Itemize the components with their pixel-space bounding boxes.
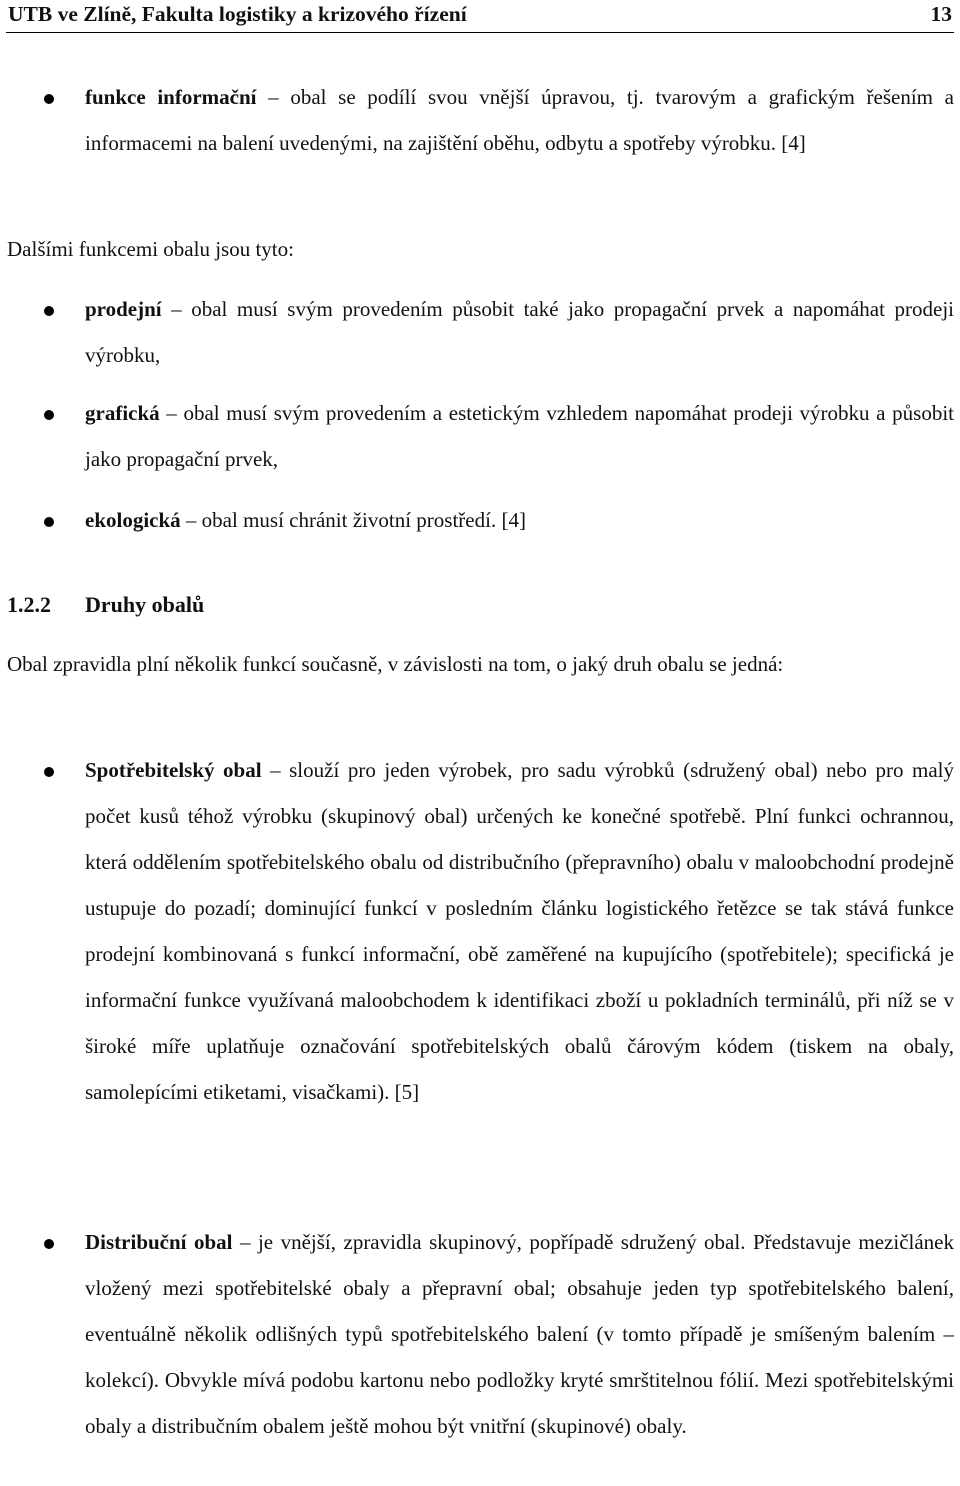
intro-paragraph: Dalšími funkcemi obalu jsou tyto: — [7, 237, 294, 261]
list-item-body: – obal se podílí svou vnější úpravou, tj. tvarovým a grafickým řešením a informacemi na balení uvedenými, na zajištění oběhu, odbytu a spotřeby výrobku. [4] — [85, 85, 954, 155]
bullet-icon — [44, 767, 54, 777]
list-item-term: prodejní — [85, 297, 162, 321]
list-item-term: grafická — [85, 401, 160, 425]
list-item-body: – obal musí svým provedením působit také jako propagační prvek a napomáhat prodeji výrobku, — [85, 297, 954, 367]
list-item-text — [85, 74, 954, 166]
list-item-text — [85, 1219, 954, 1449]
page-number: 13 — [930, 2, 952, 26]
header-title: UTB ve Zlíně, Fakulta logistiky a krizového řízení — [8, 2, 467, 26]
bullet-icon — [44, 94, 54, 104]
bullet-icon — [44, 410, 54, 420]
bullet-icon — [44, 517, 54, 527]
list-item-term: Spotřebitelský obal — [85, 758, 262, 782]
list-item-body: – slouží pro jeden výrobek, pro sadu výrobků (sdružený obal) nebo pro malý počet kusů téhož výrobku (skupinový obal) určených ke konečné spotřebě. Plní funkci ochrannou, která oddělením spotřebitelského obalu od distribučního (přepravního) obalu v maloobchodní prodejně ustupuje do pozadí; dominující funkcí v posledním článku logistického řetězce se tak stává funkce prodejní kombinovaná s funkcí informační, obě zaměřené na kupujícího (spotřebitele); specifická je informační funkce využívaná maloobchodem k identifikaci zboží u pokladních terminálů, při níž se v široké míře uplatňuje označování spotřebitelských obalů čárovým kódem (tiskem na obaly, samolepícími etiketami, visačkami). [5] — [85, 758, 954, 1104]
section-paragraph: Obal zpravidla plní několik funkcí současně, v závislosti na tom, o jaký druh obalu se jedná: — [7, 652, 784, 676]
bullet-icon — [44, 1239, 54, 1249]
list-item-text — [85, 497, 954, 543]
page-header — [6, 0, 954, 33]
section-heading — [7, 592, 607, 618]
section-number: 1.2.2 — [7, 592, 51, 617]
list-item-body: – je vnější, zpravidla skupinový, popřípadě sdružený obal. Představuje mezičlánek vložený mezi spotřebitelské obaly a přepravní obal; obsahuje jeden typ spotřebitelského balení, eventuálně několik odlišných typů spotřebitelského balení (v tomto případě je smíšeným balením – kolekcí). Obvykle mívá podobu kartonu nebo podložky kryté smrštitelnou fólií. Mezi spotřebitelskými obaly a distribučním obalem ještě mohou být vnitřní (skupinové) obaly. — [85, 1230, 955, 1438]
list-item-text — [85, 747, 954, 1115]
list-item-term: ekologická — [85, 508, 181, 532]
list-item-text — [85, 286, 954, 378]
bullet-icon — [44, 306, 54, 316]
section-title: Druhy obalů — [85, 592, 205, 617]
list-item-term: funkce informační — [85, 85, 257, 109]
list-item-body: – obal musí chránit životní prostředí. [4] — [180, 508, 526, 532]
list-item-body: – obal musí svým provedením a estetickým vzhledem napomáhat prodeji výrobku a působit jako propagační prvek, — [85, 401, 954, 471]
list-item-text — [85, 390, 954, 482]
list-item-term: Distribuční obal — [85, 1230, 233, 1254]
